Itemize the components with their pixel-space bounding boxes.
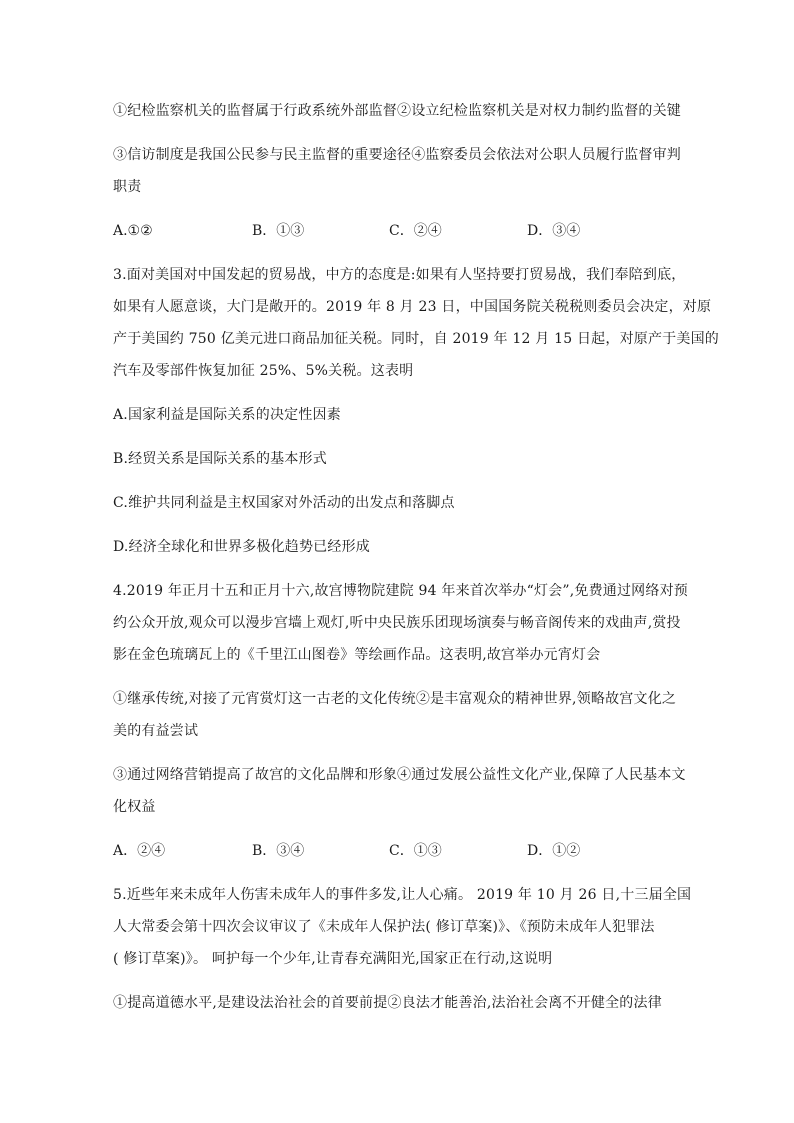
- q4-option-d[interactable]: D．①②: [527, 843, 581, 859]
- q2-statements-3-4-line1: ③信访制度是我国公民参与民主监督的重要途径④监察委员会依法对公职人员履行监督审判: [113, 147, 681, 163]
- q3-stem-line2: 如果有人愿意谈，大门是敞开的。2019 年 8 月 23 日，中国国务院关税税则委员会决定，对原: [113, 299, 712, 315]
- q4-stem-line3: 影在金色琉璃瓦上的《千里江山图卷》等绘画作品。这表明,故宫举办元宵灯会: [113, 647, 601, 663]
- q5-stem-line1: 5.近些年来未成年人伤害未成年人的事件多发,让人心痛。 2019 年 10 月 26 日,十三届全国: [113, 887, 692, 903]
- q4-option-b[interactable]: B．③④: [252, 843, 305, 859]
- q2-option-b[interactable]: B．①③: [252, 223, 305, 239]
- q4-option-c[interactable]: C．①③: [389, 843, 442, 859]
- q5-stem-line3: ( 修订草案)》。 呵护每一个少年,让青春充满阳光,国家正在行动,这说明: [113, 951, 553, 967]
- q4-option-a[interactable]: A．②④: [113, 843, 166, 859]
- q3-option-a[interactable]: A.国家利益是国际关系的决定性因素: [113, 407, 341, 423]
- q4-statements-3-4-line1: ③通过网络营销提高了故宫的文化品牌和形象④通过发展公益性文化产业,保障了人民基本文: [113, 767, 686, 783]
- q4-statements-3-4-line2: 化权益: [113, 799, 156, 815]
- q5-statements-1-2-line1: ①提高道德水平,是建设法治社会的首要前提②良法才能善治,法治社会离不开健全的法律: [113, 995, 662, 1011]
- q3-option-c[interactable]: C.维护共同利益是主权国家对外活动的出发点和落脚点: [113, 495, 455, 511]
- q4-statements-1-2-line2: 美的有益尝试: [113, 723, 199, 739]
- q3-stem-line4: 汽车及零部件恢复加征 25%、5%关税。这表明: [113, 363, 414, 379]
- q3-stem-line1: 3.面对美国对中国发起的贸易战，中方的态度是:如果有人坚持要打贸易战，我们奉陪到底，: [113, 267, 686, 283]
- q2-option-c[interactable]: C．②④: [389, 223, 442, 239]
- q2-option-d[interactable]: D．③④: [527, 223, 581, 239]
- q5-stem-line2: 人大常委会第十四次会议审议了《未成年人保护法( 修订草案)》、《预防未成年人犯罪法: [113, 919, 655, 935]
- q3-stem-line3: 产于美国约 750 亿美元进口商品加征关税。同时，自 2019 年 12 月 15 日起，对原产于美国的: [113, 331, 719, 347]
- q2-statements-1-2: ①纪检监察机关的监督属于行政系统外部监督②设立纪检监察机关是对权力制约监督的关键: [113, 103, 681, 119]
- q4-statements-1-2-line1: ①继承传统,对接了元宵赏灯这一古老的文化传统②是丰富观众的精神世界,领略故宫文化之: [113, 691, 677, 707]
- q4-stem-line2: 约公众开放,观众可以漫步宫墙上观灯,听中央民族乐团现场演奏与畅音阁传来的戏曲声,赏投: [113, 615, 681, 631]
- q2-option-a[interactable]: A.①②: [113, 223, 153, 239]
- q3-option-d[interactable]: D.经济全球化和世界多极化趋势已经形成: [113, 539, 370, 555]
- q3-option-b[interactable]: B.经贸关系是国际关系的基本形式: [113, 451, 327, 467]
- q2-statements-3-4-line2: 职责: [113, 179, 142, 195]
- q4-stem-line1: 4.2019 年正月十五和正月十六,故宫博物院建院 94 年来首次举办“灯会”,免费通过网络对预: [113, 583, 688, 599]
